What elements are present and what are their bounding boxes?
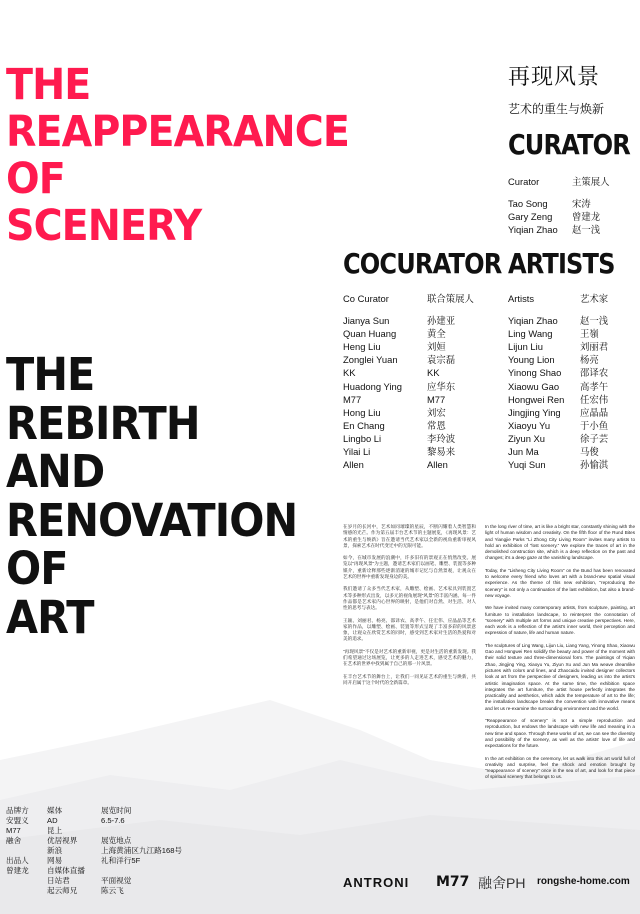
artist-name: Jingjing Ying [508, 406, 561, 418]
graphic-design-label: 平面视觉 [101, 876, 132, 885]
artists-label-cn: 艺术家 [580, 293, 609, 304]
cocurator-name-cn: M77 [427, 393, 446, 405]
info-item [6, 846, 29, 856]
artist-name-cn: 任宏伟 [580, 393, 609, 405]
intro-text-en [485, 524, 635, 780]
curator-name-cn: 宋涛 [572, 198, 591, 210]
intro-paragraph-en: In the art exhibition on the ceremony, let us walk into this art world full of creativity and surprise, feel the shock and emotion brought by "reappearance of scenery" once in the sea of art, and look for that piece of spiritual scenery that belongs to us. [485, 755, 635, 780]
intro-paragraph-cn: "再现风景"不仅是对艺术的重新审视，更是对生活的重新发现。我们希望通过这场展览，让更多的人走进艺术，感受艺术的魅力，在艺术的世界中找到属于自己的那一片风景。 [343, 648, 476, 667]
artist-name-cn: 高孝午 [580, 380, 609, 392]
cocurator-name-cn: Allen [427, 459, 448, 471]
subtitle-line: THE [6, 348, 95, 401]
info-item: M77 [6, 826, 21, 835]
info-item: 新浪 [47, 846, 63, 855]
intro-paragraph-cn: 我们邀请了众多当代艺术家，从雕塑、绘画、艺术家具到装置艺术等多种形式出发，以多元的视角展现"风景"的丰富内涵。每一件作品都是艺术家内心世界的映射，是他们对自然、对生活、对人性的思考与表达。 [343, 586, 476, 611]
curator-cn-list [572, 175, 610, 236]
artist-name-cn: 王嶺 [580, 328, 599, 340]
artist-name: Ling Wang [508, 328, 553, 340]
artist-name-cn: 徐子芸 [580, 432, 609, 444]
intro-paragraph-en: In the long river of time, art is like a bright star, constantly shining with the light of human wisdom and creativity. On the fifth floor of the Rund Bites and Yiangjie Parks "Li Zhong City Living Room" invites many artists to hold an exhibition of "lost scenery." We explore the traces of art in the demolished construction site, which is a deep reflection on the past and changes; it's a deep gaze at the vanishing landscape. [485, 524, 635, 561]
info-item: 曾建龙 [6, 866, 29, 875]
info-item: 优居视界 [47, 836, 78, 845]
info-item: 出品人 [6, 856, 29, 865]
artists-cn-list [580, 292, 608, 471]
chinese-subtitle: 艺术的重生与焕新 [508, 102, 605, 116]
info-item: 融舍 [6, 836, 22, 845]
artist-name: Yiqian Zhao [508, 315, 558, 327]
artists-heading: ARTISTS [508, 247, 615, 280]
info-item: 网易 [47, 856, 63, 865]
curator-name: Gary Zeng [508, 211, 553, 223]
artist-name: Xiaowu Gao [508, 380, 560, 392]
info-item: 昆上 [47, 826, 63, 835]
artist-name-cn: 杨亮 [580, 354, 599, 366]
cocurator-name-cn: KK [427, 367, 440, 379]
cocurator-name-cn: 袁宗磊 [427, 354, 456, 366]
chinese-title: 再现风景 [508, 64, 601, 89]
artist-name: Xiaoyu Yu [508, 419, 551, 431]
cocurator-name: Heng Liu [343, 341, 381, 353]
cocurator-name: Hong Liu [343, 406, 381, 418]
artist-name: Jun Ma [508, 446, 539, 458]
artist-name-cn: 应晶晶 [580, 406, 609, 418]
cocurator-name-cn: 黎易来 [427, 446, 456, 458]
cocurator-heading: COCURATOR [343, 247, 502, 280]
cocurator-name-cn: 刘宏 [427, 406, 446, 418]
info-item: 媒体 [47, 806, 63, 815]
curator-name-cn: 曾建龙 [572, 211, 601, 223]
artist-name: Hongwei Ren [508, 393, 565, 405]
cocurator-name-cn: 应华东 [427, 380, 456, 392]
curator-label-cn: 主策展人 [572, 176, 610, 187]
cocurator-cn-list [427, 292, 474, 471]
cocurator-name: KK [343, 367, 356, 379]
curator-name: Yiqian Zhao [508, 224, 558, 236]
info-item: 日站君 [47, 876, 70, 885]
artist-name-cn: 马俊 [580, 446, 599, 458]
exhibition-venue-label: 展览地点 [101, 836, 132, 845]
cocurator-name: Lingbo Li [343, 432, 382, 444]
cocurator-name: Allen [343, 459, 364, 471]
curator-heading: CURATOR [508, 128, 630, 161]
artists-en-list [508, 292, 564, 471]
antroni-logo: ANTRONI [343, 875, 410, 890]
cocurator-name: Quan Huang [343, 328, 397, 340]
cocurator-en-list [343, 292, 402, 471]
artist-name: Lijun Liu [508, 341, 543, 353]
artist-name: Yinong Shao [508, 367, 562, 379]
cocurator-name-cn: 黄全 [427, 328, 446, 340]
intro-paragraph-en: The sculptures of Ling Wang, Lijun Liu, Liang Yang, Yinong Shao, Xiaowu Gao and Hongwei Ren solidify the beauty and power of the moment with their solid texture and three-dimensional form. The paintings of Yiqian Zhao, Jingjing Ying, Xiaoyu Yu, Ziyun Xu and Jun Ma weave dreamlike pictures with colors and lines, and Zhaocaidu invited designer collectors look at art from the perspective of designers, leading us into the artist's artistic imagination space. At the same time, the exhibition space integrates the art furniture, the artist house perfectly integrates the practicality and aesthetics, which adds the temperature of art to the life; the installation landscape breaks the convention with innovative means and let us re-examine the surrounding environment and the world. [485, 642, 635, 711]
graphic-designer: 陈云飞 [101, 886, 124, 895]
cocurator-label-cn: 联合策展人 [427, 293, 474, 304]
cocurator-name: Huadong Ying [343, 380, 402, 392]
m77-logo: M77 [436, 874, 470, 890]
artist-name-cn: 刘丽君 [580, 341, 609, 353]
title-line: THE [6, 60, 91, 110]
info-item: 安盟义 [6, 816, 29, 825]
intro-paragraph-cn: 在岁月的长河中，艺术如同璀璨的星辰，不断闪耀着人类智慧和情感的光芒。作为第五届丰台艺术节的主题展览，《再现风景：艺术的重生与焕新》旨在邀请当代艺术家以全新的视角重新审视风景，探索艺术在时代变迁中的无限可能。 [343, 524, 476, 548]
info-item: 品牌方 [6, 806, 29, 815]
artist-name: Young Lion [508, 354, 555, 366]
exhibition-time: 6.5-7.6 [101, 816, 125, 825]
subtitle-line: REBIRTH [6, 396, 200, 450]
info-item: AD [47, 816, 58, 825]
title-line: SCENERY [6, 201, 202, 251]
curator-name: Tao Song [508, 198, 548, 210]
artists-label: Artists [508, 293, 535, 304]
info-item: 起云师兄 [47, 886, 78, 895]
title-line: REAPPEARANCE [6, 107, 349, 157]
intro-paragraph-en: Today, the "Lisheng City Living Room" on the Bund has been renovated to welcome every friend who loves art with a brand-new spatial visual experience. As the theme of this new exhibition, "reproducing the scenery" is not only a continuation of the last exhibition, but also a brand-new voyage. [485, 567, 635, 598]
exhibition-time-label: 展览时间 [101, 806, 132, 815]
cocurator-name-cn: 孙建亚 [427, 315, 456, 327]
info-brand-column [6, 806, 29, 876]
subtitle-line: RENOVATION [6, 493, 298, 547]
curator-en-list [508, 175, 558, 236]
cocurator-name-cn: 李玲波 [427, 432, 456, 444]
subtitle-line: ART [6, 590, 94, 644]
artist-name: Ziyun Xu [508, 432, 545, 444]
info-media-column [47, 806, 85, 896]
cocurator-label: Co Curator [343, 293, 389, 304]
artist-name-cn: 赵一浅 [580, 315, 609, 327]
info-item: 自媒体直播 [47, 866, 85, 875]
intro-paragraph-cn: 王颖、刘丽君、杨亮、邵译农、高孝午、任宏伟、应晶晶等艺术家的作品，以雕塑、绘画、装置等形式呈现了丰富多彩的风景意象，让观众在欣赏艺术的同时，感受到艺术家对生活的热爱和对美的追求。 [343, 617, 476, 642]
intro-paragraph-en: We have invited many contemporary artists, from sculpture, painting, art furniture to installation landscape, to reinterpret the connotation of "scenery" with multiple art forms and unique creative perspectives. Here, each work is a reflection of the artist's inner world, their perception and expression of nature, life and human nature. [485, 605, 635, 636]
cocurator-name-cn: 刘姮 [427, 341, 446, 353]
curator-label: Curator [508, 176, 540, 187]
subtitle-line: AND [6, 445, 105, 498]
cocurator-name: Zonglei Yuan [343, 354, 398, 366]
intro-paragraph-cn: 在丰台艺术节的舞台上，让我们一同见证艺术的重生与焕新，共同开启属于这个时代的全新篇章。 [343, 673, 476, 685]
cocurator-name-cn: 常恩 [427, 419, 446, 431]
curator-name-cn: 赵一浅 [572, 224, 601, 236]
main-title [6, 60, 349, 251]
rongshe-logo: 融舍PH [478, 875, 526, 891]
cocurator-name: Yilai Li [343, 446, 371, 458]
exhibition-address: 上海黄浦区九江路168号 [101, 846, 183, 855]
artist-name-cn: 邵译农 [580, 367, 609, 379]
cocurator-name: M77 [343, 393, 362, 405]
title-line: OF [6, 154, 65, 204]
cocurator-name: Jianya Sun [343, 315, 390, 327]
artist-name: Yuqi Sun [508, 459, 546, 471]
subtitle-line: OF [6, 542, 68, 595]
exhibition-address: 礼和洋行5F [101, 856, 141, 865]
intro-paragraph-cn: 如今，在城市发展的浪潮中，许多旧有的景观正在悄然改变。展览以"再现风景"为主题，邀请艺术家们以画笔、雕塑、装置等多种媒介，重新诠释那些逐渐消逝的城市记忆与自然景观，让观众在艺术的世界中重新发现身边的美。 [343, 555, 476, 580]
artist-name-cn: 孙愉淇 [580, 459, 609, 471]
artist-name-cn: 于小鱼 [580, 419, 609, 431]
info-exhibition-column [101, 806, 182, 896]
intro-paragraph-en: "Reappearance of scenery" is not a simple reproduction and reproduction, but endows the landscape with new life and meaning in a new time and space. Through these works of art, we can see the diversity and possibility of the scenery, as well as the artists' love of life and expectations for the future. [485, 718, 635, 749]
cocurator-name: En Chang [343, 419, 385, 431]
intro-text-cn [343, 524, 476, 720]
subtitle [6, 348, 336, 644]
website-link[interactable]: rongshe-home.com [537, 876, 630, 887]
